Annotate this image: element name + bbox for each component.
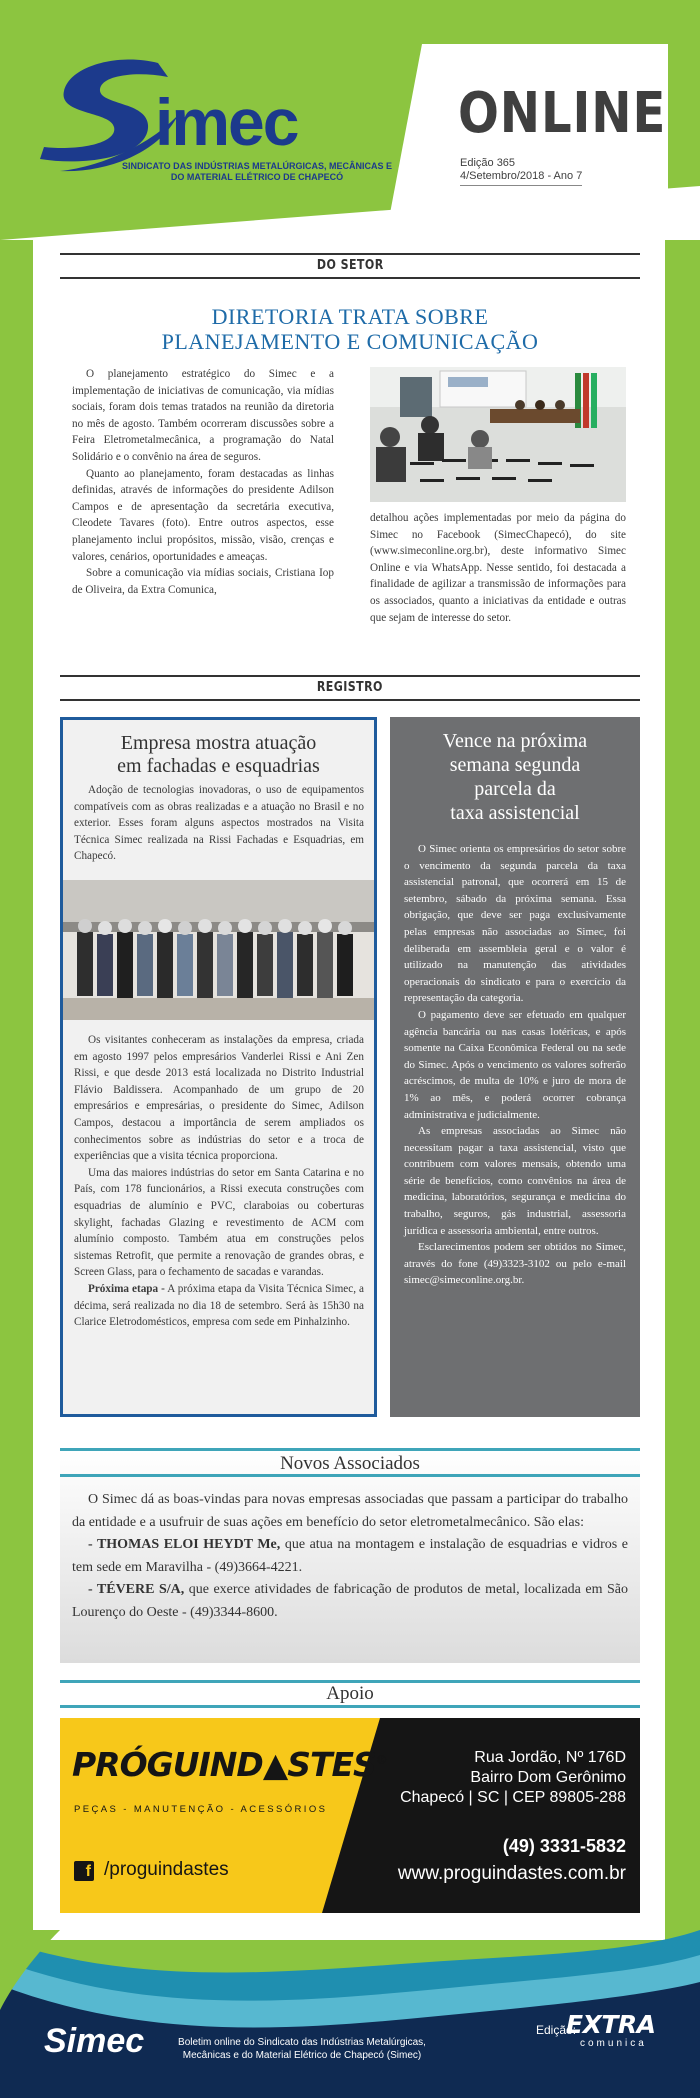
footer-edicao-label: Edição: — [536, 2023, 577, 2037]
online-title: ONLINE — [458, 81, 667, 146]
ad-phone[interactable]: (49) 3331-5832 — [502, 1836, 626, 1856]
edition-info — [460, 157, 582, 186]
article-title-taxa — [390, 729, 640, 825]
associado-item — [72, 1534, 628, 1579]
address-line: Rua Jordão, Nº 176D — [474, 1749, 626, 1766]
ad-address — [400, 1748, 626, 1808]
paragraph: Esclarecimentos podem ser obtidos no Simec, através do fone (49)3323-3102 ou pelo e-mail simec@simeconline.org.br. — [404, 1241, 626, 1287]
novos-associados-box — [60, 1448, 640, 1663]
facebook-icon: f — [74, 1861, 94, 1881]
title-line: Vence na próxima — [442, 730, 588, 752]
title-line: PLANEJAMENTO E COMUNICAÇÃO — [161, 329, 539, 354]
associado-desc: que exerce atividades de fabricação de produtos de metal, localizada em São Lourenço do Oeste - (49)3344-8600. — [72, 1582, 628, 1620]
novos-associados-title: Novos Associados — [60, 1451, 640, 1477]
logo-wordmark: imec — [155, 85, 298, 159]
proguindastes-ad[interactable] — [60, 1718, 640, 1913]
address-line: Bairro Dom Gerônimo — [470, 1769, 626, 1786]
title-line: parcela da — [474, 778, 556, 800]
paragraph-proxima-etapa — [74, 1281, 364, 1331]
title-line: taxa assistencial — [450, 802, 580, 824]
paragraph: O Simec dá as boas-vindas para novas empresas associadas que passam a participar do trabalho da entidade e a usufruir de suas ações em benefício do setor eletrometalmecânico. São elas: — [72, 1492, 628, 1530]
logo-subtitle: SINDICATO DAS INDÚSTRIAS METALÚRGICAS, MECÂNICAS E DO MATERIAL ELÉTRICO DE CHAPECÓ — [122, 161, 393, 182]
paragraph-text: A próxima etapa da Visita Técnica Simec, a décima, será realizada no dia 18 de setembro. Será às 15h30 na Clarice Eletrodomésticos, empresa com sede em Pinhalzinho. — [74, 1282, 364, 1329]
paragraph: detalhou ações implementadas por meio da página do Simec no Facebook (SimecChapecó), do site (www.simeconline.org.br), deste informativo Simec Online e via WhatsApp. Nesse sentido, foi destacada a finalidade de agilizar a transmissão de informações para os associados, quanto a iniciativas da entidade e outras que sejam de interesse do setor. — [370, 512, 626, 624]
apoio-title: Apoio — [60, 1680, 640, 1708]
edition-date: 4/Setembro/2018 - Ano 7 — [460, 170, 583, 182]
article-box-taxa — [390, 717, 640, 1417]
group-photo — [63, 880, 374, 1020]
ad-facebook-link[interactable]: /proguindastes — [104, 1859, 229, 1880]
registered-mark: ® — [375, 1753, 387, 1767]
article-body-taxa — [404, 841, 626, 1289]
associado-name: - THOMAS ELOI HEYDT Me, — [88, 1537, 281, 1552]
footer-simec-logo[interactable]: Simec — [44, 2022, 145, 2060]
article-body-rissi — [74, 1032, 364, 1331]
brand-wordmark: PRÓGUIND▲STES — [72, 1745, 376, 1784]
paragraph: As empresas associadas ao Simec não necessitam pagar a taxa assistencial, visto que contribuem com valores mensais, obtendo uma série de benefícios, como convênios na área de medicina, laboratórios, segurança e medicina do trabalho, seguros, gás industrial, assessoria jurídica e assessoria ambiental, entre outros. — [404, 1125, 626, 1237]
extra-comunica-tag: comunica — [580, 2038, 647, 2049]
paragraph: O planejamento estratégico do Simec e a implementação de iniciativas de comunicação, via mídias sociais, foram dois temas tratados na reunião da diretoria no mês de agosto. Também ocorreram discussões sobre a Feira Eletrometalmecânica, a programação do Natal Solidário e o convênio na área de seguros. — [72, 368, 334, 463]
paragraph: Uma das maiores indústrias do setor em Santa Catarina e no País, com 178 funcionários, a Rissi executa construções com esquadrias de alumínio e PVC, claraboias ou coberturas skylight, fachadas Glazing e revestimento de ACM com alumínio composto. Também atua em construções pelos sistemas Retrofit, que permite a renovação de grandes obras, e Screen Glass, para o fechamento de sacadas e varandas. — [74, 1166, 364, 1279]
section-label: DO SETOR — [316, 258, 384, 273]
novos-associados-text — [72, 1489, 628, 1624]
bold-lead: Próxima etapa - — [88, 1282, 165, 1295]
title-line: Empresa mostra atuação — [120, 732, 317, 754]
address-line: Chapecó | SC | CEP 89805-288 — [400, 1789, 626, 1806]
article-title-diretoria — [60, 304, 640, 354]
section-header-do-setor — [60, 253, 640, 279]
associado-desc: que atua na montagem e instalação de esquadrias e vidros e tem sede em Maravilha - (49)3664-4221. — [72, 1537, 628, 1575]
associado-item — [72, 1579, 628, 1624]
paragraph: Sobre a comunicação via mídias sociais, Cristiana Iop de Oliveira, da Extra Comunica, — [72, 567, 334, 596]
extra-comunica-logo[interactable]: EXTRA — [566, 2010, 656, 2039]
article-column-left — [72, 366, 334, 598]
simec-logo[interactable] — [40, 55, 393, 185]
article-box-rissi — [60, 717, 377, 1417]
section-label: REGISTRO — [316, 680, 384, 695]
meeting-photo — [370, 367, 626, 502]
paragraph: O pagamento deve ser efetuado em qualquer agência bancária ou nas casas lotéricas, e após somente na Caixa Econômica Federal ou na sede do Simec. Após o vencimento os valores sofrerão acréscimos, de multa de 10% e juro de mora de 1% ao mês, e poderá ocorrer cobrança administrativa e judicialmente. — [404, 1008, 626, 1121]
title-line: em fachadas e esquadrias — [117, 755, 320, 777]
title-line: DIRETORIA TRATA SOBRE — [211, 304, 489, 329]
paragraph: Os visitantes conheceram as instalações da empresa, criada em agosto 1997 pelos empresários Vanderlei Rissi e Ani Zen Rissi, e que desde 2013 está localizada no Distrito Industrial Flávio Baldissera. Acompanhado de um grupo de 20 empresários e empresárias, o presidente do Simec, Adilson Campos, destacou a importância de serem ampliados os conhecimentos sobre as indústrias do setor e a troca de experiências que a visita técnica proporciona. — [74, 1034, 364, 1163]
title-line: semana segunda — [449, 754, 581, 776]
edition-number: Edição 365 — [460, 157, 516, 169]
paragraph: Quanto ao planejamento, foram destacadas as linhas definidas, através de informações do presidente Adilson Campos e de apresentação da secretária executiva, Cleodete Tavares (foto). Entre outros aspectos, esse planejamento inclui propósitos, missão, visão, crenças e valores, cenários, oportunidades e ameaças. — [72, 467, 334, 563]
ad-website-link[interactable]: www.proguindastes.com.br — [397, 1863, 626, 1884]
paragraph: Adoção de tecnologias inovadoras, o uso de equipamentos compatíveis com as obras realizadas e a atuação no Brasil e no exterior. Esses foram alguns aspectos mostrados na Visita Técnica Simec realizada na Rissi Fachadas e Esquadrias, em Chapecó. — [74, 784, 364, 863]
article-column-right — [370, 510, 626, 626]
ad-tagline: PEÇAS - MANUTENÇÃO - ACESSÓRIOS — [74, 1804, 328, 1815]
paragraph: O Simec orienta os empresários do setor sobre o vencimento da segunda parcela da taxa assistencial patronal, que ocorrerá em 15 de setembro, sábado da próxima semana. Essa obrigação, que deve ser paga exclusivamente pelas empresas não associadas ao Simec, foi deliberada em assembleia geral e o valor é utilizado na manutenção das atividades operacionais do sindicato e para o exercício da representação da categoria. — [404, 843, 626, 1005]
article-intro — [74, 782, 364, 865]
proguindastes-logo — [72, 1745, 387, 1784]
article-title-rissi — [63, 732, 374, 778]
associado-name: - TÉVERE S/A, — [88, 1582, 185, 1597]
section-header-registro — [60, 675, 640, 701]
footer-subtitle: Boletim online do Sindicato das Indústrias Metalúrgicas, Mecânicas e do Material Elétrico de Chapecó (Simec) — [178, 2037, 426, 2061]
